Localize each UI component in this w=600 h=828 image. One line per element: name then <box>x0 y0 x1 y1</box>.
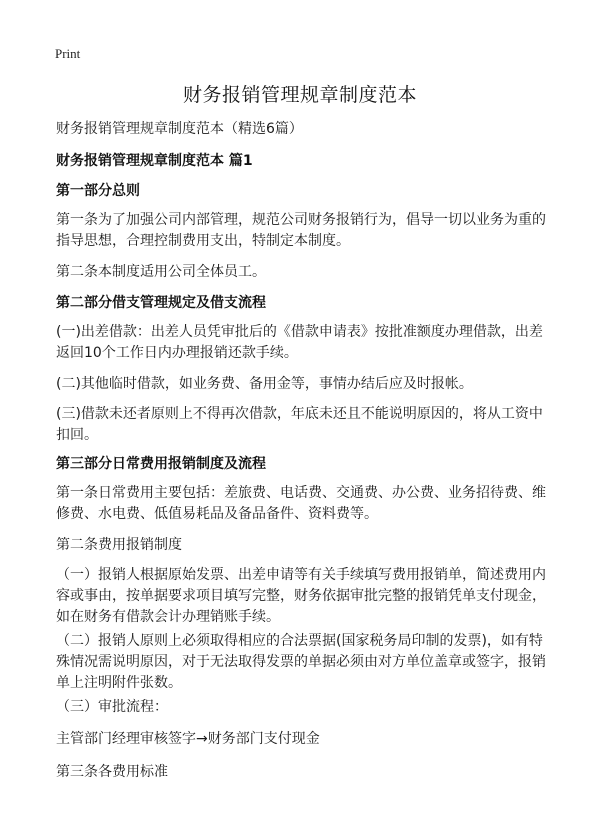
part1-article1: 第一条为了加强公司内部管理，规范公司财务报销行为，倡导一切以业务为重的指导思想，合理控制费用支出，特制定本制度。 <box>56 212 546 249</box>
part3-article2: 第二条费用报销制度 <box>56 537 182 553</box>
part3-item1: （一）报销人根据原始发票、出差申请等有关手续填写费用报销单，简述费用内容或事由，按单据要求项目填写完整，财务依据审批完整的报销凭单支付现金，如在财务有借款会计办理销账手续。 <box>56 567 546 625</box>
part1-heading: 第一部分总则 <box>56 183 140 199</box>
article-heading: 财务报销管理规章制度范本 篇1 <box>56 153 253 169</box>
part2-item2: (二)其他临时借款，如业务费、备用金等，事情办结后应及时报帐。 <box>56 376 473 392</box>
part3-item2: （二）报销人原则上必须取得相应的合法票据(国家税务局印制的发票)，如有特殊情况需说明原因，对于无法取得发票的单据必须由对方单位盖章或签字，报销单上注明附件张数。 <box>56 633 546 691</box>
part1-article2: 第二条本制度适用公司全体员工。 <box>56 264 266 280</box>
part3-heading: 第三部分日常费用报销制度及流程 <box>56 456 266 472</box>
part2-item1: (一)出差借款：出差人员凭审批后的《借款申请表》按批准额度办理借款，出差返回10个工作日内办理报销还款手续。 <box>56 324 543 361</box>
document-subtitle: 财务报销管理规章制度范本（精选6篇） <box>56 121 303 137</box>
print-label: Print <box>55 46 81 61</box>
part3-item3: （三）审批流程： <box>56 699 168 715</box>
part2-heading: 第二部分借支管理规定及借支流程 <box>56 295 266 311</box>
document-title: 财务报销管理规章制度范本 <box>182 84 417 106</box>
part3-article1: 第一条日常费用主要包括：差旅费、电话费、交通费、办公费、业务招待费、维修费、水电费、低值易耗品及备品备件、资料费等。 <box>56 485 546 522</box>
part2-item3: (三)借款未还者原则上不得再次借款，年底未还且不能说明原因的，将从工资中扣回。 <box>56 406 543 443</box>
part3-flow: 主管部门经理审核签字→财务部门支付现金 <box>56 731 320 747</box>
part3-article3: 第三条各费用标准 <box>56 764 168 780</box>
